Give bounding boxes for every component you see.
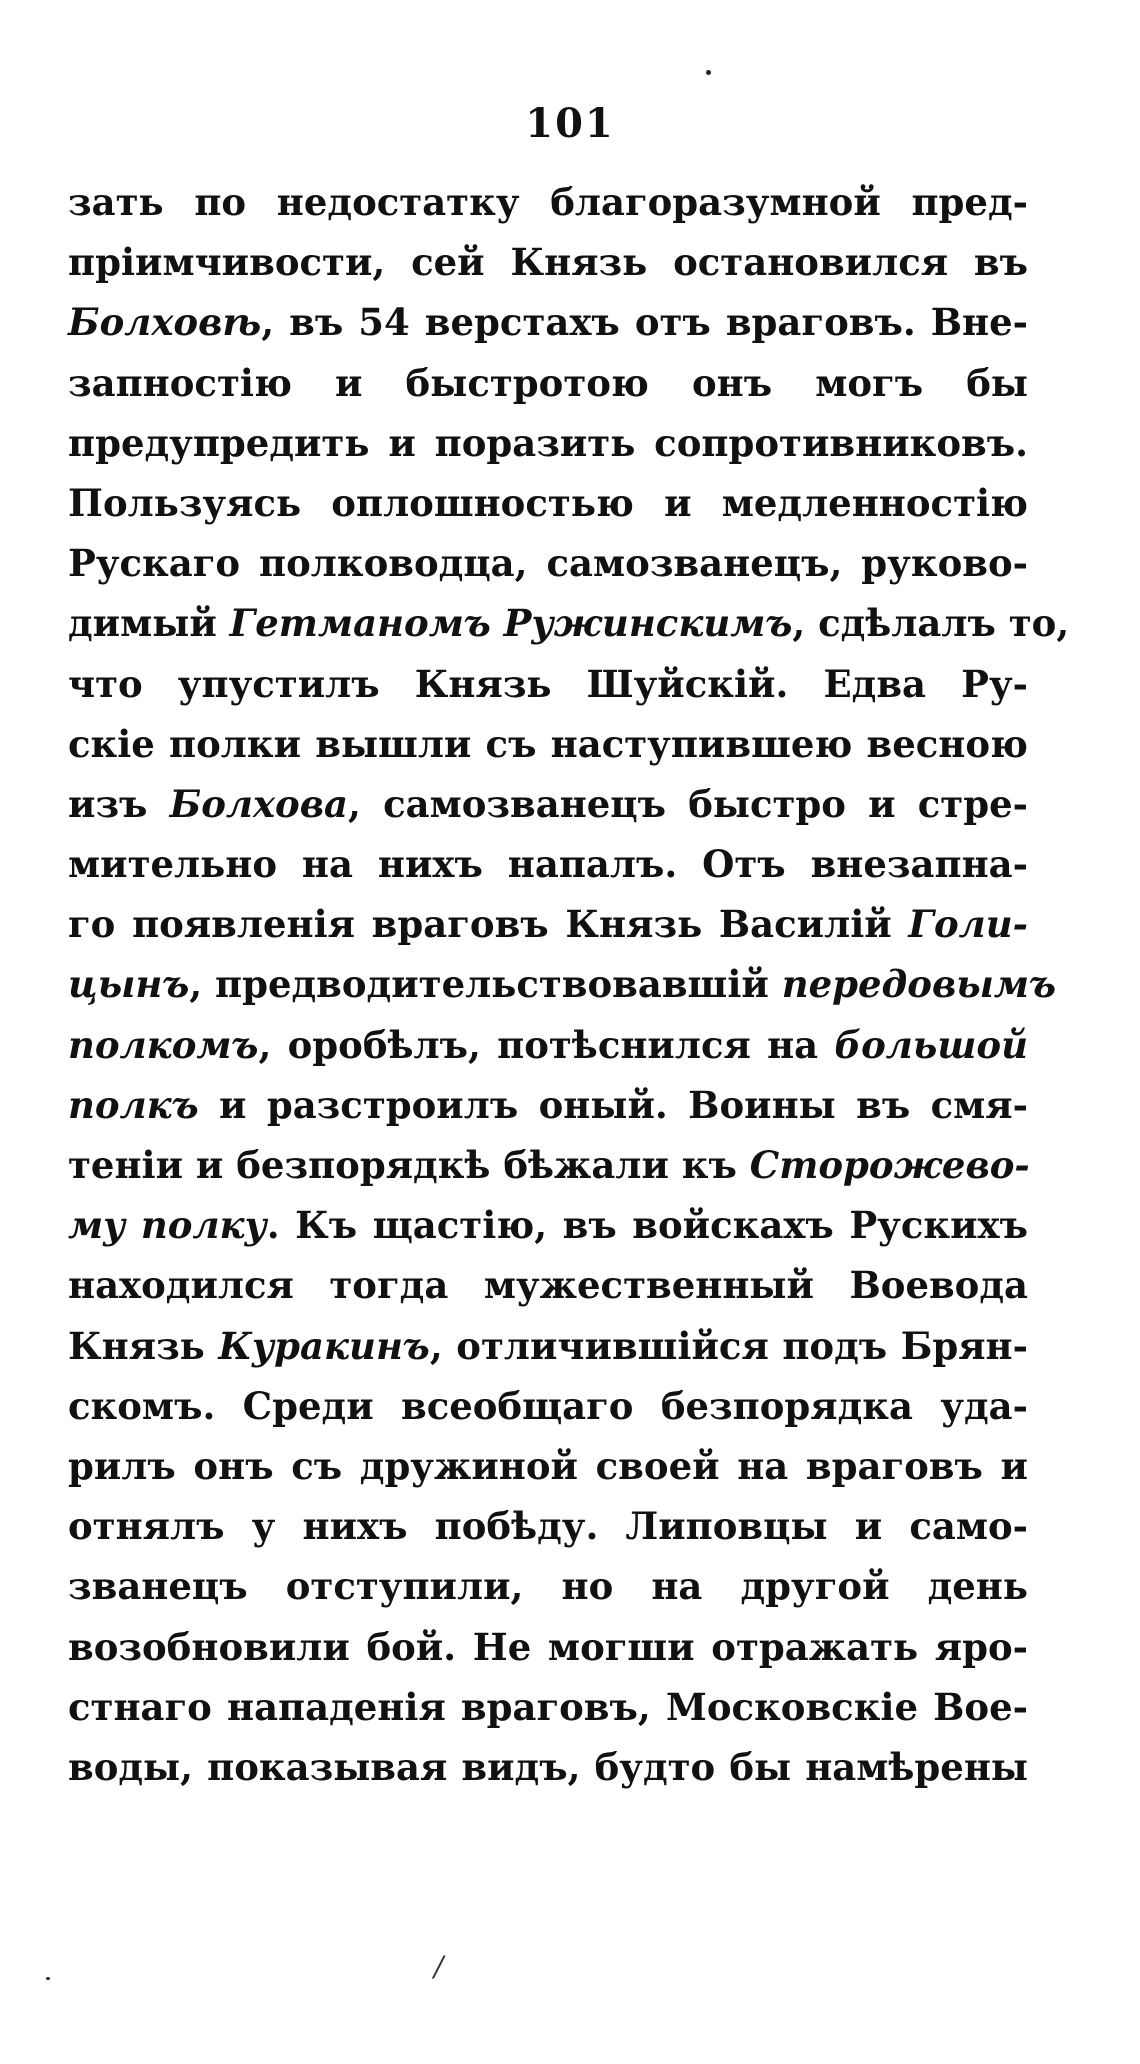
text-run: воды, показывая видъ, будто бы намѣрены (68, 1744, 1028, 1789)
text-run: стнаго нападенія враговъ, Московскіе Вое- (68, 1684, 1028, 1729)
text-run: пріимчивости, сей Князь остановился въ (68, 240, 1028, 285)
text-run: скіе полки вышли съ наступившею весною (68, 721, 1028, 766)
text-run: , сдѣлалъ то, (792, 601, 1070, 646)
text-run: отнялъ у нихъ побѣду. Липовцы и само- (68, 1504, 1028, 1549)
text-line (68, 1376, 1028, 1436)
text-line (68, 593, 1070, 653)
text-line (68, 353, 1028, 413)
text-run: и разстроилъ оный. Воины въ смя- (198, 1082, 1028, 1127)
italic-run: Гетманомъ Ружинскимъ (229, 601, 793, 646)
text-line (68, 1195, 1028, 1255)
text-run: , въ 54 верстахъ отъ враговъ. Вне- (261, 300, 1028, 345)
text-run: , предводительствовавшій (189, 962, 782, 1007)
text-run: Пользуясь оплошностью и медленностію (68, 480, 1028, 525)
text-line (68, 1316, 1028, 1376)
text-run: , оробѣлъ, потѣснился на (258, 1022, 835, 1067)
text-run: находился тогда мужественный Воевода (68, 1263, 1028, 1308)
text-line (68, 714, 1028, 774)
text-line (68, 1556, 1028, 1616)
italic-run: Болховѣ (68, 300, 262, 345)
body-text (68, 172, 1070, 1797)
text-line (68, 1737, 1028, 1797)
italic-run: му полку (68, 1203, 267, 1248)
text-line (68, 1436, 1028, 1496)
text-run: возобновили бой. Не могши отражать яро- (68, 1624, 1028, 1669)
text-run: скомъ. Среди всеобщаго безпорядка уда- (68, 1383, 1028, 1428)
text-line (68, 533, 1028, 593)
text-line (68, 473, 1028, 533)
page-number: 101 (525, 100, 615, 147)
text-run: изъ (68, 781, 170, 826)
italic-run: Голи- (908, 902, 1028, 947)
text-line (68, 1255, 1028, 1315)
text-run: , самозванецъ быстро и стре- (348, 781, 1028, 826)
italic-run: цынъ (68, 962, 190, 1007)
text-run: зать по недостатку благоразумной пред- (68, 180, 1028, 224)
text-run: , отличившійся подъ Брян- (429, 1323, 1028, 1368)
ink-speck (46, 1977, 50, 1980)
text-run: Рускаго полководца, самозванецъ, руково- (68, 541, 1028, 586)
text-line (68, 954, 1056, 1014)
text-line (68, 1015, 1028, 1075)
text-run: что упустилъ Князь Шуйскій. Едва Ру- (68, 661, 1028, 706)
text-line (68, 1075, 1028, 1135)
text-run: Князь (68, 1323, 219, 1368)
text-line (68, 774, 1028, 834)
italic-run: Сторожево- (749, 1143, 1030, 1187)
italic-run: Болхова (169, 781, 349, 826)
text-run: теніи и безпорядкѣ бѣжали къ (68, 1143, 750, 1187)
text-line (68, 1617, 1028, 1677)
text-line (68, 413, 1028, 473)
text-run: званецъ отступили, но на другой день (68, 1564, 1028, 1609)
text-line (68, 654, 1028, 714)
text-run: предупредить и поразить сопротивниковъ. (68, 420, 1028, 465)
text-line (68, 1135, 1028, 1195)
text-line (68, 834, 1028, 894)
italic-run: полкъ (68, 1082, 199, 1127)
italic-run: полкомъ (68, 1022, 259, 1067)
text-line (68, 894, 1028, 954)
text-run: . Къ щастію, въ войскахъ Рускихъ (266, 1203, 1028, 1248)
italic-run: большой (834, 1022, 1028, 1067)
italic-run: Куракинъ (218, 1323, 430, 1368)
text-line (68, 172, 1028, 232)
text-line (68, 232, 1028, 292)
text-run: мительно на нихъ напалъ. Отъ внезапна- (68, 842, 1028, 887)
text-run: димый (68, 601, 230, 646)
text-run: рилъ онъ съ дружиной своей на враговъ и (68, 1443, 1028, 1488)
ink-stroke: / (434, 1950, 444, 1983)
text-line (68, 1496, 1028, 1556)
text-line (68, 292, 1028, 352)
ink-speck (706, 70, 711, 75)
text-line (68, 1677, 1028, 1737)
text-run: го появленія враговъ Князь Василій (68, 902, 909, 947)
text-run: запностію и быстротою онъ могъ бы (68, 360, 1028, 405)
italic-run: передовымъ (781, 962, 1056, 1007)
